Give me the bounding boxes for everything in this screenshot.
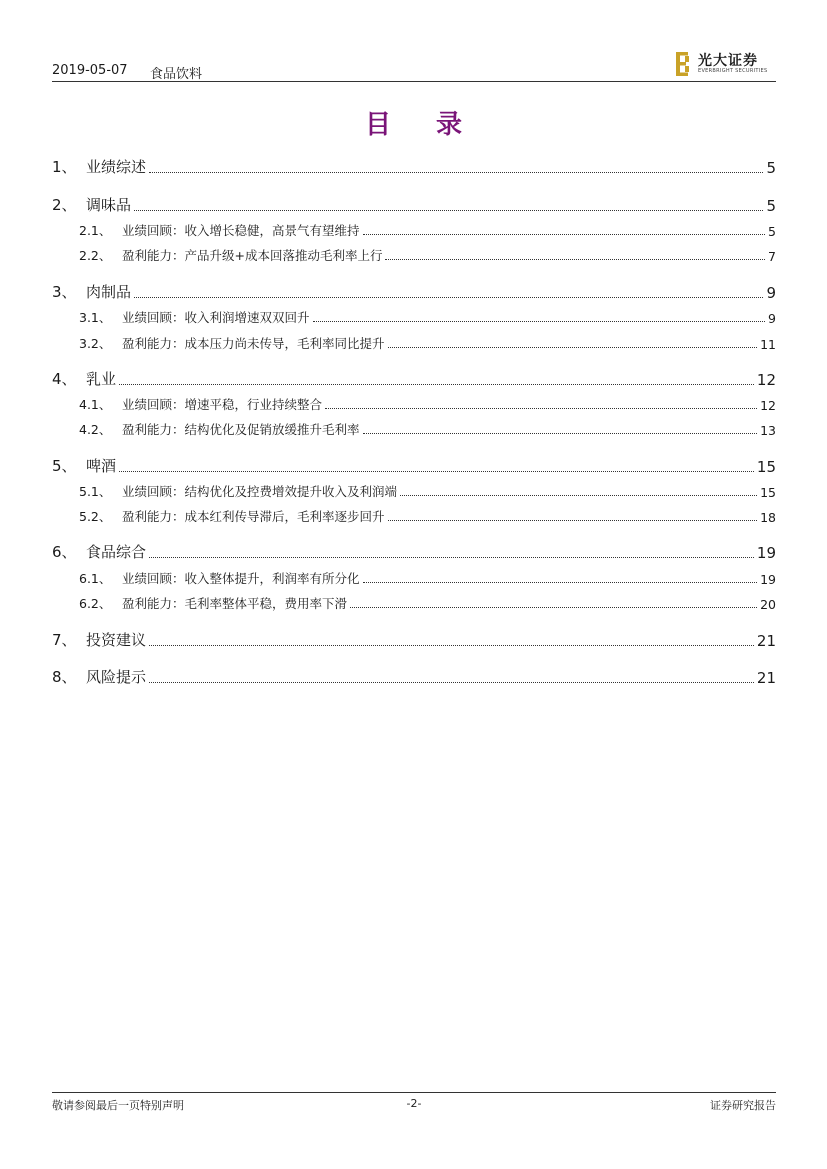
toc-entry-text: 调味品: [86, 196, 132, 214]
toc-entry-page: 18: [760, 510, 776, 525]
toc-entry[interactable]: [52, 282, 776, 302]
logo-chinese-text: 光大证券: [698, 53, 758, 69]
toc-entry[interactable]: [52, 667, 776, 687]
toc-leader-dots: [363, 582, 758, 583]
toc-entry[interactable]: [52, 421, 776, 438]
toc-entry-text: 业绩回顾：收入整体提升，利润率有所分化: [122, 571, 360, 586]
toc-entry-page: 5: [766, 197, 776, 215]
toc-entry-page: 5: [768, 224, 776, 239]
toc-entry-number: 6、: [52, 543, 77, 561]
toc-entry-text: 业绩回顾：增速平稳，行业持续整合: [122, 397, 323, 412]
toc-leader-dots: [149, 172, 763, 173]
toc-entry[interactable]: [52, 309, 776, 326]
toc-entry[interactable]: [52, 369, 776, 389]
toc-entry-page: 9: [768, 311, 776, 326]
toc-entry-text: 肉制品: [86, 283, 132, 301]
toc-entry[interactable]: [52, 595, 776, 612]
toc-leader-dots: [363, 234, 766, 235]
toc-entry[interactable]: [52, 157, 776, 177]
toc-entry-page: 12: [760, 398, 776, 413]
toc-entry-number: 1、: [52, 158, 77, 176]
page-header: [52, 53, 776, 82]
toc-entry-number: 4、: [52, 370, 77, 388]
toc-entry-text: 业绩回顾：结构优化及控费增效提升收入及利润端: [122, 484, 398, 499]
toc-entry-number: 8、: [52, 668, 77, 686]
industry-label: 食品饮料: [150, 67, 203, 82]
toc-entry-page: 19: [756, 544, 776, 562]
toc-leader-dots: [134, 210, 763, 211]
toc-entry-page: 12: [756, 371, 776, 389]
toc-entry[interactable]: [52, 570, 776, 587]
toc-entry-text: 盈利能力：产品升级+成本回落推动毛利率上行: [122, 248, 383, 263]
toc-entry-number: 5.1、: [79, 484, 112, 499]
toc-entry[interactable]: [52, 542, 776, 562]
toc-entry-text: 啤酒: [86, 457, 117, 475]
toc-entry-number: 5、: [52, 457, 77, 475]
toc-entry-text: 业绩回顾：收入增长稳健，高景气有望维持: [122, 223, 360, 238]
toc-entry-text: 盈利能力：结构优化及促销放缓推升毛利率: [122, 422, 360, 437]
toc-entry-page: 19: [760, 572, 776, 587]
toc-leader-dots: [363, 433, 758, 434]
toc-entry[interactable]: [52, 483, 776, 500]
toc-entry-number: 5.2、: [79, 509, 112, 524]
toc-leader-dots: [149, 645, 754, 646]
toc-leader-dots: [385, 259, 765, 260]
toc-entry[interactable]: [52, 508, 776, 525]
toc-leader-dots: [149, 557, 754, 558]
footer-report-type: 证券研究报告: [710, 1099, 776, 1112]
toc-entry[interactable]: [52, 195, 776, 215]
toc-entry-number: 6.2、: [79, 596, 112, 611]
toc-entry-number: 3.2、: [79, 336, 112, 351]
toc-entry-page: 7: [768, 249, 776, 264]
everbright-logo: [676, 50, 776, 78]
toc-entry-number: 2.2、: [79, 248, 112, 263]
toc-entry-page: 9: [766, 284, 776, 302]
toc-entry-text: 盈利能力：成本压力尚未传导，毛利率同比提升: [122, 336, 385, 351]
toc-entry-page: 15: [760, 485, 776, 500]
toc-entry-text: 乳业: [86, 370, 117, 388]
toc-leader-dots: [350, 607, 757, 608]
toc-entry-page: 20: [760, 597, 776, 612]
toc-entry[interactable]: [52, 630, 776, 650]
toc-entry-number: 4.1、: [79, 397, 112, 412]
toc-entry-page: 15: [756, 458, 776, 476]
everbright-logo-mark-icon: [676, 52, 690, 76]
toc-leader-dots: [119, 471, 754, 472]
toc-entry-number: 7、: [52, 631, 77, 649]
toc-leader-dots: [325, 408, 757, 409]
toc-leader-dots: [388, 520, 758, 521]
toc-leader-dots: [388, 347, 758, 348]
toc-entry-text: 食品综合: [86, 543, 147, 561]
footer-page-number: -2-: [406, 1097, 422, 1110]
toc-entry-text: 盈利能力：毛利率整体平稳，费用率下滑: [122, 596, 348, 611]
toc-entry-number: 3、: [52, 283, 77, 301]
toc-entry-page: 13: [760, 423, 776, 438]
toc-entry-page: 21: [756, 669, 776, 687]
toc-leader-dots: [134, 297, 763, 298]
toc-entry-number: 2、: [52, 196, 77, 214]
toc-leader-dots: [119, 384, 754, 385]
toc-entry-number: 6.1、: [79, 571, 112, 586]
toc-entry-page: 11: [760, 337, 776, 352]
toc-entry-text: 业绩综述: [86, 158, 147, 176]
toc-leader-dots: [149, 682, 754, 683]
toc-entry[interactable]: [52, 396, 776, 413]
toc-leader-dots: [400, 495, 757, 496]
toc-entry-text: 投资建议: [86, 631, 147, 649]
logo-english-text: EVERBRIGHT SECURITIES: [698, 68, 768, 74]
header-divider: [52, 81, 776, 82]
toc-entry[interactable]: [52, 247, 776, 264]
toc-entry-page: 5: [766, 159, 776, 177]
toc-title: 目 录: [364, 110, 481, 140]
toc-entry-number: 3.1、: [79, 310, 112, 325]
footer-disclaimer: 敬请参阅最后一页特别声明: [52, 1099, 184, 1112]
toc-entry-number: 2.1、: [79, 223, 112, 238]
toc-entry-text: 业绩回顾：收入利润增速双双回升: [122, 310, 310, 325]
toc-entry-text: 盈利能力：成本红利传导滞后，毛利率逐步回升: [122, 509, 385, 524]
toc-entry-number: 4.2、: [79, 422, 112, 437]
toc-leader-dots: [313, 321, 766, 322]
toc-entry-text: 风险提示: [86, 668, 147, 686]
toc-entry[interactable]: [52, 222, 776, 239]
toc-entry[interactable]: [52, 456, 776, 476]
footer-divider: [52, 1092, 776, 1093]
toc-entry[interactable]: [52, 335, 776, 352]
report-date: 2019-05-07: [52, 63, 128, 78]
toc-entry-page: 21: [756, 632, 776, 650]
